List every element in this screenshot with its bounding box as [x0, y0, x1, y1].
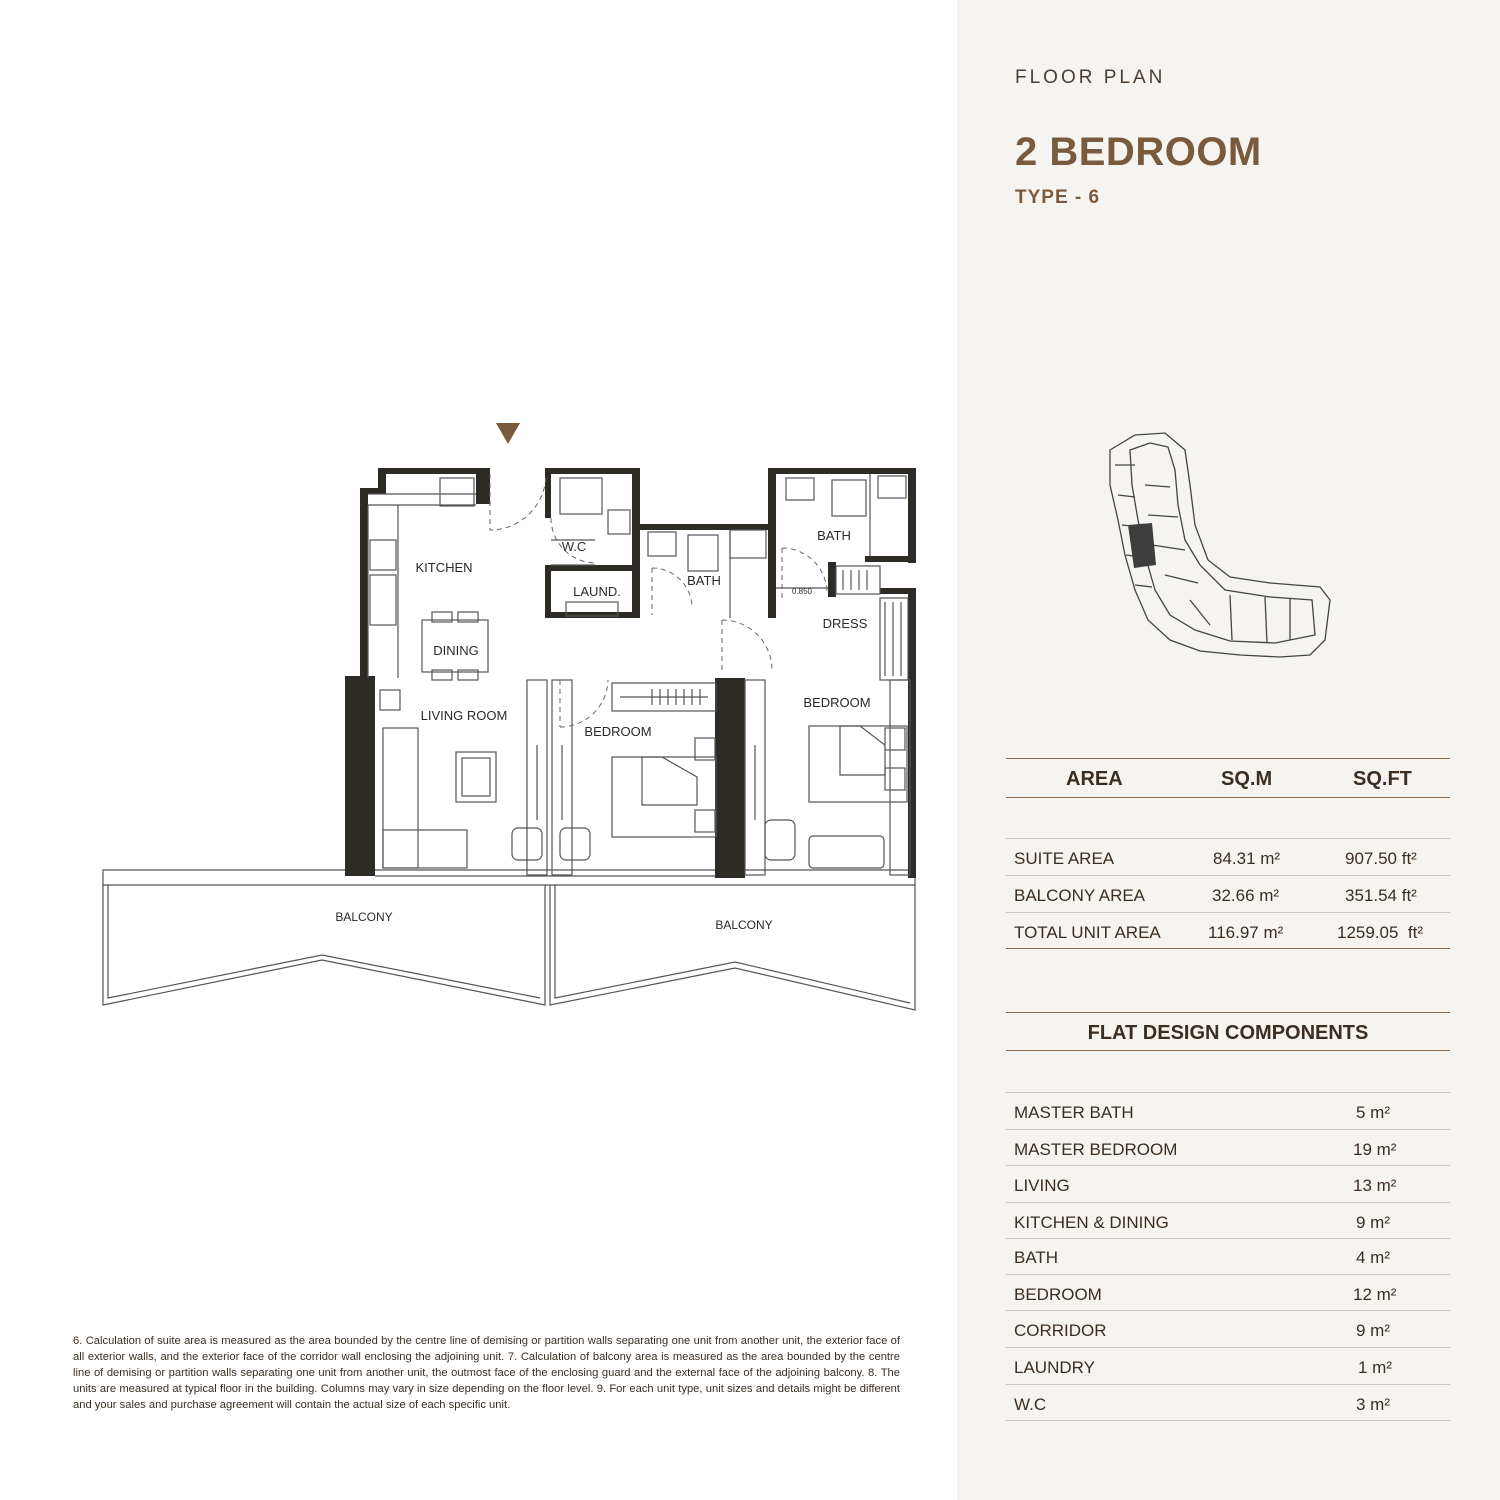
table-divider	[1006, 1238, 1450, 1239]
room-label-living: LIVING ROOM	[420, 708, 508, 723]
table-divider	[1006, 1129, 1450, 1130]
sqm-header: SQ.M	[1221, 768, 1273, 790]
area-row-sqm: 116.97 m²	[1208, 923, 1284, 942]
component-label: CORRIDOR	[1014, 1321, 1107, 1340]
room-label-master-bedroom: BEDROOM	[803, 695, 871, 710]
area-row-label: SUITE AREA	[1014, 849, 1115, 868]
area-row-sqft: 907.50 ft²	[1345, 849, 1417, 868]
page-title: 2 BEDROOM	[1015, 130, 1262, 174]
table-divider	[1006, 948, 1450, 949]
table-divider	[1006, 838, 1450, 839]
area-row-label: BALCONY AREA	[1014, 886, 1146, 905]
info-panel	[957, 0, 1500, 1500]
room-label-master-bath: BATH	[817, 528, 851, 543]
eyebrow-label: FLOOR PLAN	[1015, 67, 1166, 88]
component-value: 9 m²	[1356, 1321, 1390, 1340]
table-divider	[1006, 1384, 1450, 1385]
room-label-bedroom: BEDROOM	[584, 724, 652, 739]
components-title: FLAT DESIGN COMPONENTS	[1087, 1022, 1369, 1044]
room-label-dining: DINING	[433, 643, 479, 658]
floor-plan	[95, 415, 925, 1015]
room-label-kitchen: KITCHEN	[415, 560, 473, 575]
room-label-wc: W.C	[561, 539, 587, 554]
table-divider	[1006, 1274, 1450, 1275]
area-row-sqm: 32.66 m²	[1212, 886, 1280, 905]
component-value: 5 m²	[1356, 1103, 1390, 1122]
component-label: MASTER BEDROOM	[1014, 1140, 1178, 1159]
unit-type: TYPE - 6	[1015, 187, 1101, 208]
room-label-balcony: BALCONY	[335, 910, 393, 924]
table-divider	[1006, 1420, 1450, 1421]
component-label: W.C	[1014, 1395, 1047, 1414]
area-row-sqft: 1259.05 ft²	[1337, 923, 1424, 942]
key-plan-image	[1090, 425, 1340, 670]
component-label: LAUNDRY	[1014, 1358, 1095, 1377]
entrance-arrow-icon	[496, 423, 520, 444]
floor-plan-drawing	[95, 415, 925, 1015]
sqft-header: SQ.FT	[1353, 768, 1412, 790]
component-label: KITCHEN & DINING	[1014, 1213, 1169, 1232]
room-label-balcony: BALCONY	[715, 918, 773, 932]
table-divider	[1006, 1310, 1450, 1311]
area-row-label: TOTAL UNIT AREA	[1014, 923, 1161, 942]
room-label-laundry: LAUND.	[573, 584, 621, 599]
component-label: BEDROOM	[1014, 1285, 1102, 1304]
component-value: 4 m²	[1356, 1248, 1390, 1267]
component-value: 9 m²	[1356, 1213, 1390, 1232]
component-value: 13 m²	[1353, 1176, 1397, 1195]
component-value: 3 m²	[1356, 1395, 1390, 1414]
room-label-dress: DRESS	[822, 616, 868, 631]
component-value: 12 m²	[1353, 1285, 1397, 1304]
table-divider	[1006, 912, 1450, 913]
component-label: LIVING	[1014, 1176, 1070, 1195]
component-value: 19 m²	[1353, 1140, 1397, 1159]
table-divider	[1006, 1165, 1450, 1166]
room-label-bath: BATH	[687, 573, 721, 588]
table-divider	[1006, 1347, 1450, 1348]
table-divider	[1006, 1012, 1450, 1013]
component-label: MASTER BATH	[1014, 1103, 1134, 1122]
footnotes: 6. Calculation of suite area is measured as the area bounded by the centre line of demising or partition walls separating one unit from another unit, the exterior face of all exterior walls, and the exterior face of the corridor wall enclosing the adjoining unit. 7. Calculation of balcony area is measured as the area bounded by the centre line of demising or partition walls separating one unit from another unit, the outmost face of the enclosing guard and the external face of the adjoining balcony. 8. The units are measured at typical floor in the building. Columns may vary in size depending on the floor level. 9. For each unit type, unit sizes and details might be different and your sales and purchase agreement will contain the actual size of each specific unit.	[73, 1335, 900, 1411]
dimension-label: 0.850	[791, 587, 813, 596]
table-divider	[1006, 1092, 1450, 1093]
area-row-sqm: 84.31 m²	[1213, 849, 1281, 868]
component-label: BATH	[1014, 1248, 1059, 1267]
table-divider	[1006, 758, 1450, 759]
table-divider	[1006, 875, 1450, 876]
table-divider	[1006, 797, 1450, 798]
table-divider	[1006, 1202, 1450, 1203]
table-divider	[1006, 1050, 1450, 1051]
area-row-sqft: 351.54 ft²	[1345, 886, 1417, 905]
component-value: 1 m²	[1358, 1358, 1392, 1377]
area-header: AREA	[1066, 768, 1123, 790]
